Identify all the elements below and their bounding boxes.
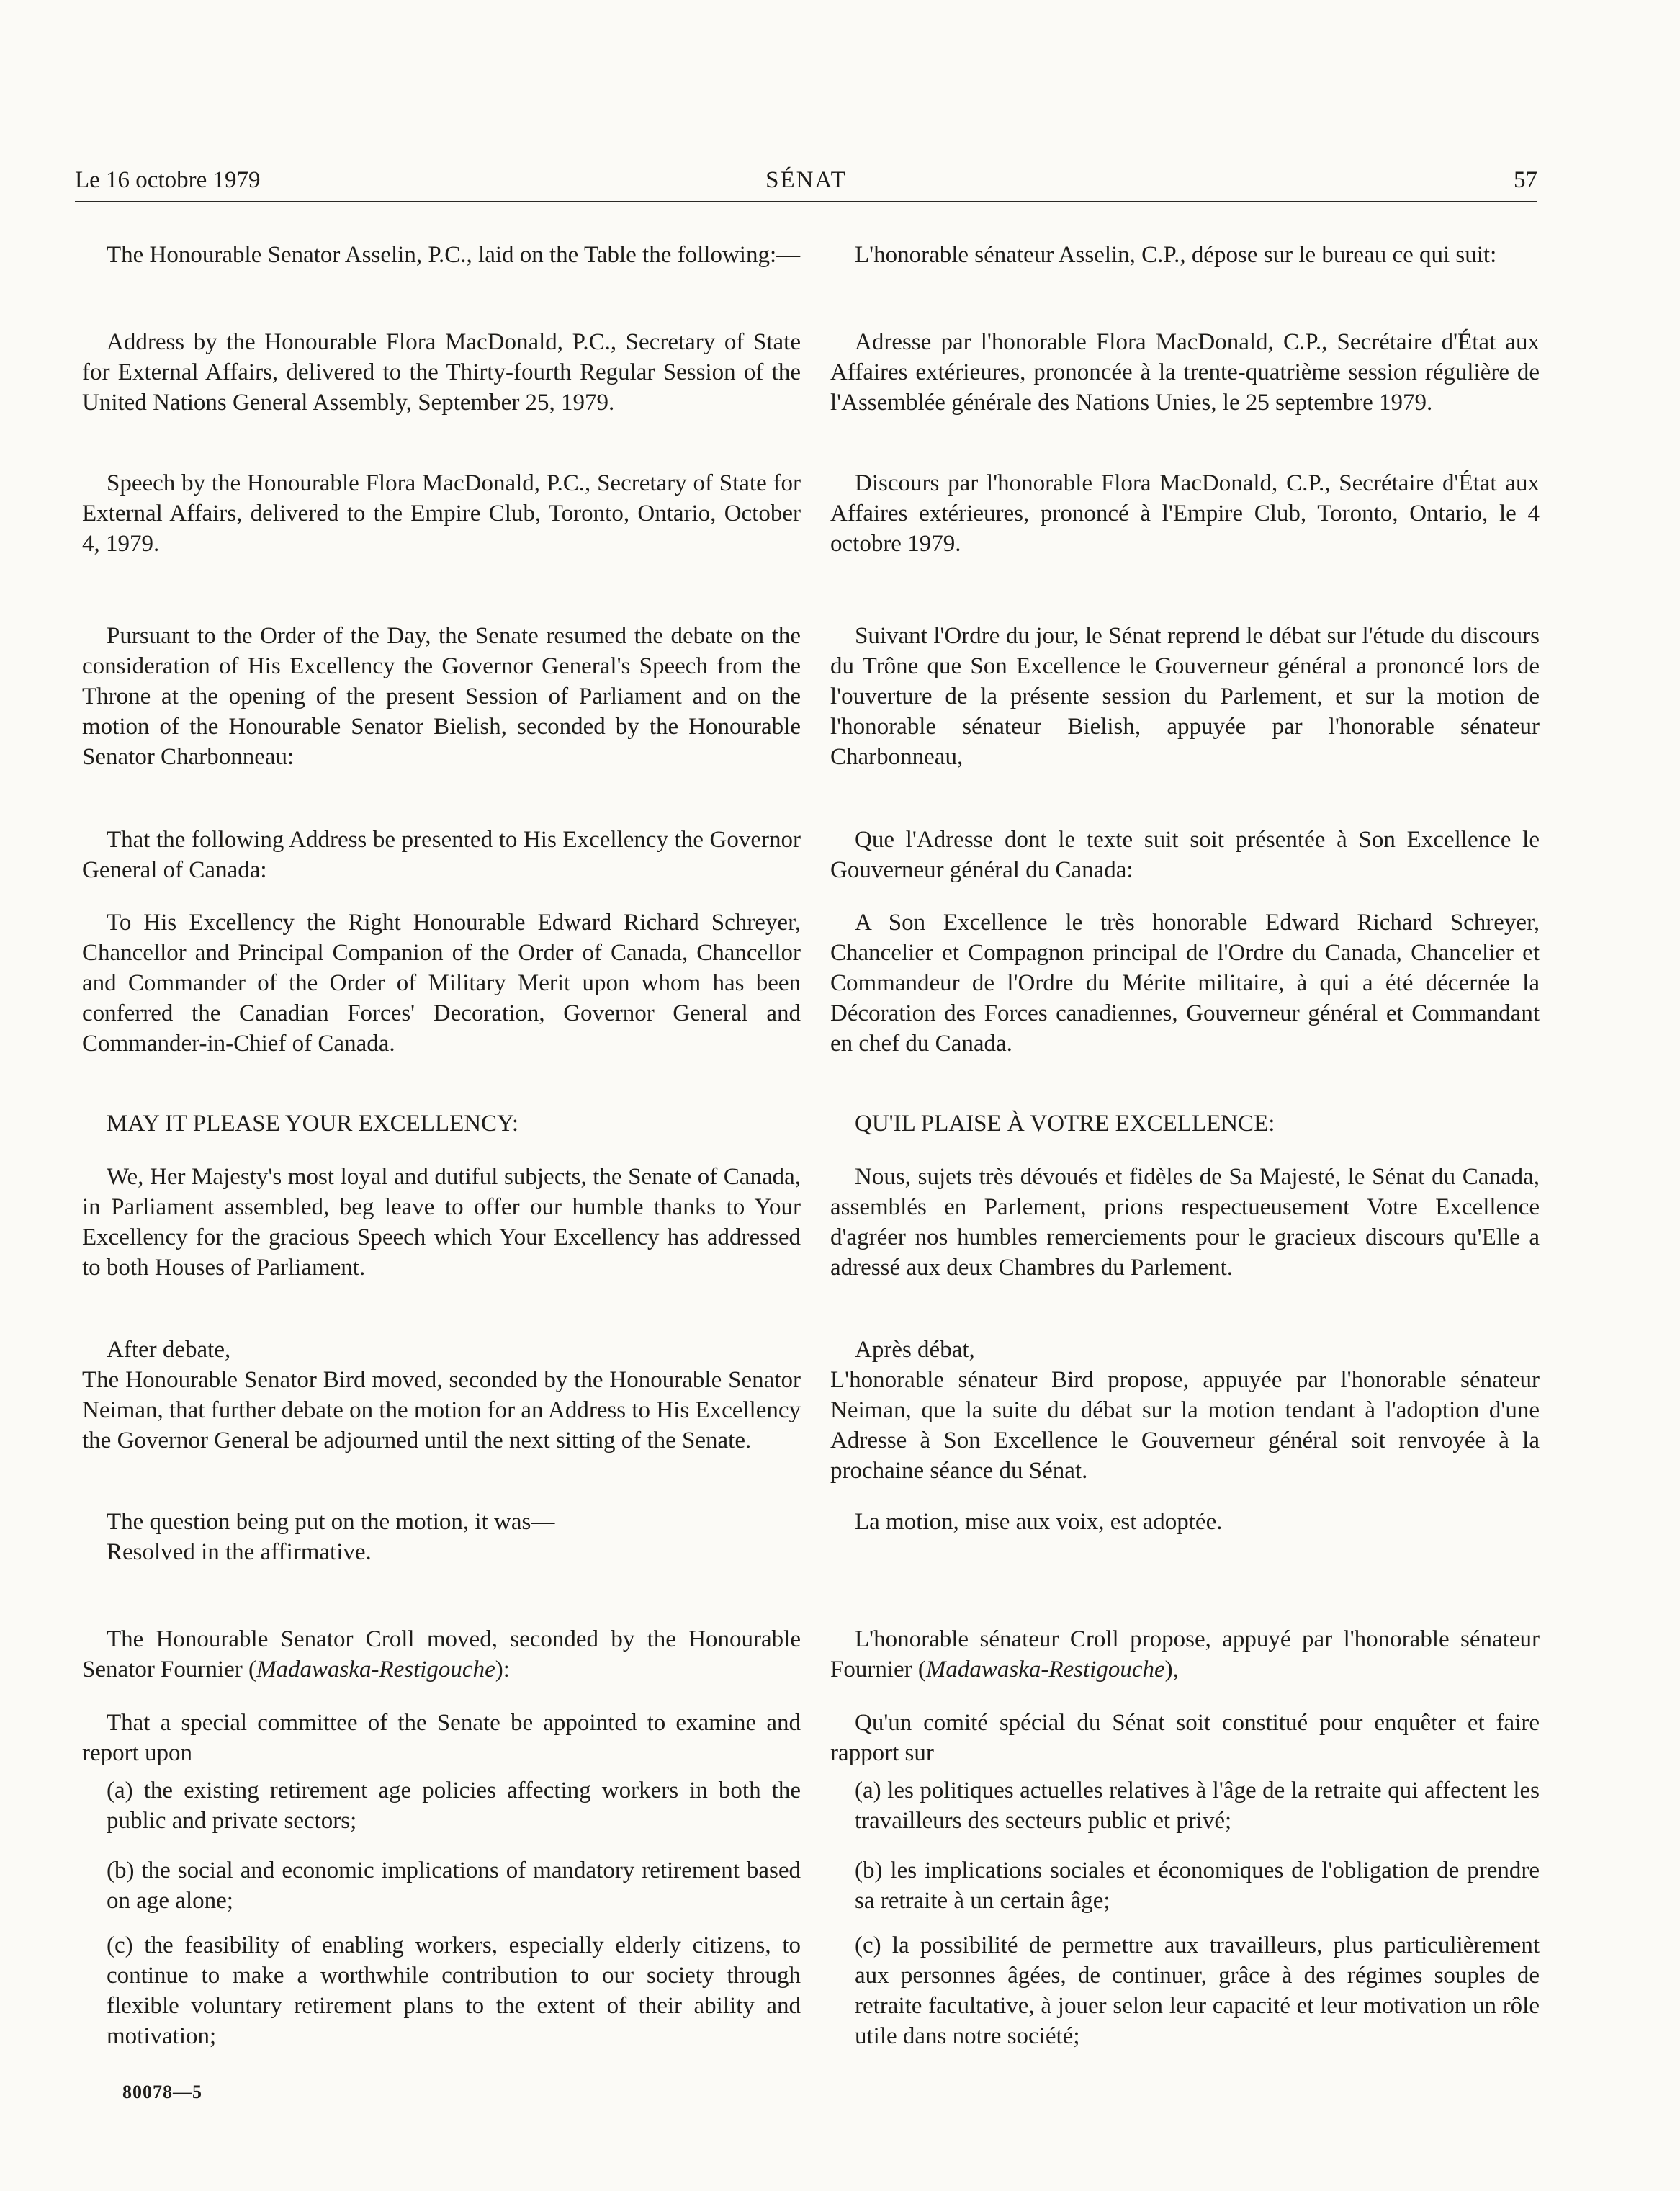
- en-paragraph-tabled: The Honourable Senator Asselin, P.C., laid on the Table the following:—: [107, 242, 801, 268]
- fr-paragraph-may-it-please: QU'IL PLAISE À VOTRE EXCELLENCE:: [855, 1111, 1275, 1137]
- fr-paragraph-we-her-majesty: Nous, sujets très dévoués et fidèles de Sa Majesté, le Sénat du Canada, assemblés en Parlement, prions respectueusement Votre Excellence d'agréer nos humbles remerciements pour le gracieux discours qu'Elle a adressé aux deux Chambres du Parlement.: [830, 1164, 1540, 1281]
- header-rule: [75, 201, 1537, 202]
- en-paragraph-that-address: That the following Address be presented to His Excellency the Governor General of Canada:: [82, 827, 801, 883]
- en-paragraph-may-it-please: MAY IT PLEASE YOUR EXCELLENCY:: [107, 1111, 519, 1137]
- fr-paragraph-tabled: L'honorable sénateur Asselin, C.P., dépose sur le bureau ce qui suit:: [855, 242, 1497, 268]
- fr-croll-close: ),: [1164, 1657, 1179, 1683]
- en-paragraph-resolved: Resolved in the affirmative.: [107, 1539, 372, 1565]
- en-paragraph-question-put: The question being put on the motion, it was—: [107, 1509, 555, 1535]
- fr-item-c: (c) la possibilité de permettre aux travailleurs, plus particulièrement aux personnes âgées, de continuer, grâce à des régimes souples de retraite facultative, à jouer selon leur capacité et leur motivation un rôle utile dans notre société;: [855, 1932, 1540, 2049]
- fr-croll-riding: Madawaska-Restigouche: [925, 1657, 1165, 1683]
- en-paragraph-to-his-excellency: To His Excellency the Right Honourable Edward Richard Schreyer, Chancellor and Principal Companion of the Order of Canada, Chancellor and Commander of the Order of Military Merit upon whom has been conferred the Canadian Forces' Decoration, Governor General and Commander-in-Chief of Canada.: [82, 910, 801, 1057]
- fr-paragraph-special-committee: Qu'un comité spécial du Sénat soit constitué pour enquêter et faire rapport sur: [830, 1710, 1540, 1766]
- page-header: [75, 163, 1537, 197]
- fr-paragraph-croll-moved: [830, 1624, 1540, 1685]
- en-paragraph-croll-moved: [82, 1624, 801, 1685]
- fr-paragraph-after-debate: Après débat,: [855, 1337, 975, 1363]
- en-paragraph-we-her-majesty: We, Her Majesty's most loyal and dutiful subjects, the Senate of Canada, in Parliament assembled, beg leave to offer our humble thanks to Your Excellency for the gracious Speech which Your Excellency has addressed to both Houses of Parliament.: [82, 1164, 801, 1281]
- en-paragraph-order-of-day: Pursuant to the Order of the Day, the Senate resumed the debate on the consideration of His Excellency the Governor General's Speech from the Throne at the opening of the present Session of Parliament and on the motion of the Honourable Senator Bielish, seconded by the Honourable Senator Charbonneau:: [82, 623, 801, 770]
- en-paragraph-speech: Speech by the Honourable Flora MacDonald, P.C., Secretary of State for External Affairs, delivered to the Empire Club, Toronto, Ontario, October 4, 1979.: [82, 470, 801, 557]
- fr-paragraph-order-of-day: Suivant l'Ordre du jour, le Sénat reprend le débat sur l'étude du discours du Trône que Son Excellence le Gouverneur général a prononcé lors de l'ouverture de la présente session du Parlement, et sur la motion de l'honorable sénateur Bielish, appuyée par l'honorable sénateur Charbonneau,: [830, 623, 1540, 770]
- fr-item-b: (b) les implications sociales et économiques de l'obligation de prendre sa retraite à un certain âge;: [855, 1858, 1540, 1914]
- fr-paragraph-motion-adopted: La motion, mise aux voix, est adoptée.: [855, 1509, 1223, 1535]
- header-date: Le 16 octobre 1979: [75, 167, 261, 193]
- en-paragraph-bird-moved: The Honourable Senator Bird moved, seconded by the Honourable Senator Neiman, that further debate on the motion for an Address to His Excellency the Governor General be adjourned until the next sitting of the Senate.: [82, 1367, 801, 1453]
- fr-croll-text: L'honorable sénateur Croll propose, appuyé par l'honorable sénateur Fournier (: [830, 1626, 1540, 1683]
- header-title: SÉNAT: [765, 167, 847, 193]
- en-croll-riding: Madawaska-Restigouche: [256, 1657, 495, 1683]
- page-number: 57: [1514, 167, 1537, 193]
- fr-paragraph-address: Adresse par l'honorable Flora MacDonald, C.P., Secrétaire d'État aux Affaires extérieures, prononcée à la trente-quatrième session régulière de l'Assemblée générale des Nations Unies, le 25 septembre 1979.: [830, 329, 1540, 416]
- en-paragraph-after-debate: After debate,: [107, 1337, 231, 1363]
- en-croll-close: ):: [495, 1657, 510, 1683]
- fr-paragraph-to-his-excellency: A Son Excellence le très honorable Edward Richard Schreyer, Chancelier et Compagnon principal de l'Ordre du Canada, Chancelier et Commandeur de l'Ordre du Mérite militaire, à qui a été décernée la Décoration des Forces canadiennes, Gouverneur général et Commandant en chef du Canada.: [830, 910, 1540, 1057]
- fr-paragraph-bird-moved: L'honorable sénateur Bird propose, appuyée par l'honorable sénateur Neiman, que la suite du débat sur la motion tendant à l'adoption d'une Adresse à Son Excellence le Gouverneur général soit renvoyée à la prochaine séance du Sénat.: [830, 1367, 1540, 1484]
- fr-paragraph-speech: Discours par l'honorable Flora MacDonald, C.P., Secrétaire d'État aux Affaires extérieures, prononcé à l'Empire Club, Toronto, Ontario, le 4 octobre 1979.: [830, 470, 1540, 557]
- fr-item-a: (a) les politiques actuelles relatives à l'âge de la retraite qui affectent les travailleurs des secteurs public et privé;: [855, 1778, 1540, 1834]
- en-item-c: (c) the feasibility of enabling workers, especially elderly citizens, to continue to make a worthwhile contribution to our society through flexible voluntary retirement plans to the extent of their ability and motivation;: [107, 1932, 801, 2049]
- en-croll-text: The Honourable Senator Croll moved, seconded by the Honourable Senator Fournier (: [82, 1626, 801, 1683]
- en-item-a: (a) the existing retirement age policies affecting workers in both the public and private sectors;: [107, 1778, 801, 1834]
- en-paragraph-address: Address by the Honourable Flora MacDonald, P.C., Secretary of State for External Affairs, delivered to the Thirty-fourth Regular Session of the United Nations General Assembly, September 25, 1979.: [82, 329, 801, 416]
- en-item-b: (b) the social and economic implications of mandatory retirement based on age alone;: [107, 1858, 801, 1914]
- en-paragraph-special-committee: That a special committee of the Senate be appointed to examine and report upon: [82, 1710, 801, 1766]
- footer-code: 80078—5: [122, 2082, 202, 2102]
- fr-paragraph-that-address: Que l'Adresse dont le texte suit soit présentée à Son Excellence le Gouverneur général du Canada:: [830, 827, 1540, 883]
